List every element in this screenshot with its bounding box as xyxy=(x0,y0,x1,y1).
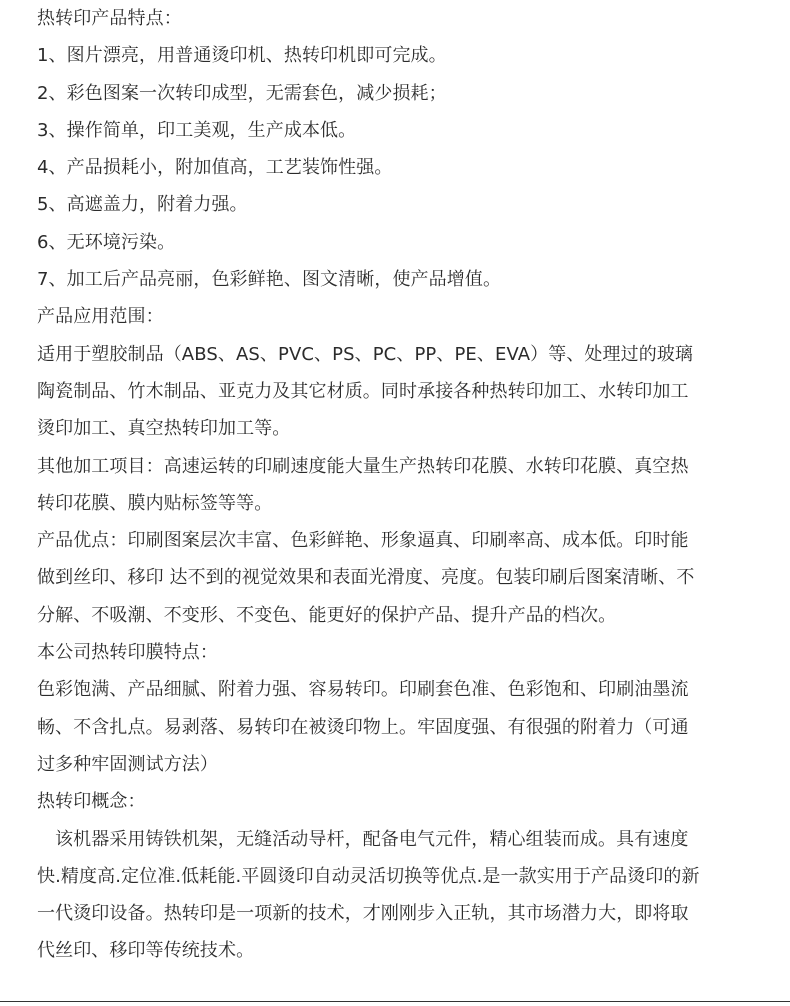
advantages-line-2: 做到丝印、移印 达不到的视觉效果和表面光滑度、亮度。包装印刷后图案清晰、不 xyxy=(37,567,695,589)
film-features-line-3: 过多种牢固测试方法） xyxy=(37,753,218,775)
bottom-divider xyxy=(0,1001,790,1002)
concept-line-1: 该机器采用铸铁机架，无缝活动导杆，配备电气元件，精心组装而成。具有速度 xyxy=(55,828,689,850)
feature-item-3: 3、操作简单，印工美观，生产成本低。 xyxy=(37,119,357,141)
feature-item-7: 7、加工后产品亮丽，色彩鲜艳、图文清晰，使产品增值。 xyxy=(37,269,502,291)
feature-item-6: 6、无环境污染。 xyxy=(37,231,176,253)
other-processing-line-2: 转印花膜、膜内贴标签等等。 xyxy=(37,492,273,514)
concept-line-4: 代丝印、移印等传统技术。 xyxy=(37,940,255,962)
application-text-line-3: 烫印加工、真空热转印加工等。 xyxy=(37,418,291,440)
application-text-line-1: 适用于塑胶制品（ABS、AS、PVC、PS、PC、PP、PE、EVA）等、处理过的玻璃 xyxy=(37,343,694,365)
heading-product-features: 热转印产品特点： xyxy=(37,8,182,29)
film-features-line-1: 色彩饱满、产品细腻、附着力强、容易转印。印刷套色准、色彩饱和、印刷油墨流 xyxy=(37,679,689,701)
advantages-line-3: 分解、不吸潮、不变形、不变色、能更好的保护产品、提升产品的档次。 xyxy=(37,604,617,626)
heading-application-scope: 产品应用范围： xyxy=(37,306,164,328)
concept-line-2: 快.精度高.定位准.低耗能.平圆烫印自动灵活切换等优点.是一款实用于产品烫印的新 xyxy=(37,865,700,887)
concept-line-3: 一代烫印设备。热转印是一项新的技术，才刚刚步入正轨，其市场潜力大，即将取 xyxy=(37,903,689,925)
application-text-line-2: 陶瓷制品、竹木制品、亚克力及其它材质。同时承接各种热转印加工、水转印加工 xyxy=(37,380,689,402)
feature-item-5: 5、高遮盖力，附着力强。 xyxy=(37,194,248,216)
film-features-line-2: 畅、不含扎点。易剥落、易转印在被烫印物上。牢固度强、有很强的附着力（可通 xyxy=(37,716,689,738)
feature-item-2: 2、彩色图案一次转印成型，无需套色，减少损耗； xyxy=(37,82,447,104)
heading-concept: 热转印概念： xyxy=(37,791,146,813)
advantages-line-1: 产品优点：印刷图案层次丰富、色彩鲜艳、形象逼真、印刷率高、成本低。印时能 xyxy=(37,530,689,552)
heading-company-film-features: 本公司热转印膜特点： xyxy=(37,642,218,664)
feature-item-1: 1、图片漂亮，用普通烫印机、热转印机即可完成。 xyxy=(37,45,447,67)
feature-item-4: 4、产品损耗小，附加值高，工艺装饰性强。 xyxy=(37,157,393,179)
other-processing-line-1: 其他加工项目：高速运转的印刷速度能大量生产热转印花膜、水转印花膜、真空热 xyxy=(37,455,689,477)
document-body xyxy=(37,0,767,970)
